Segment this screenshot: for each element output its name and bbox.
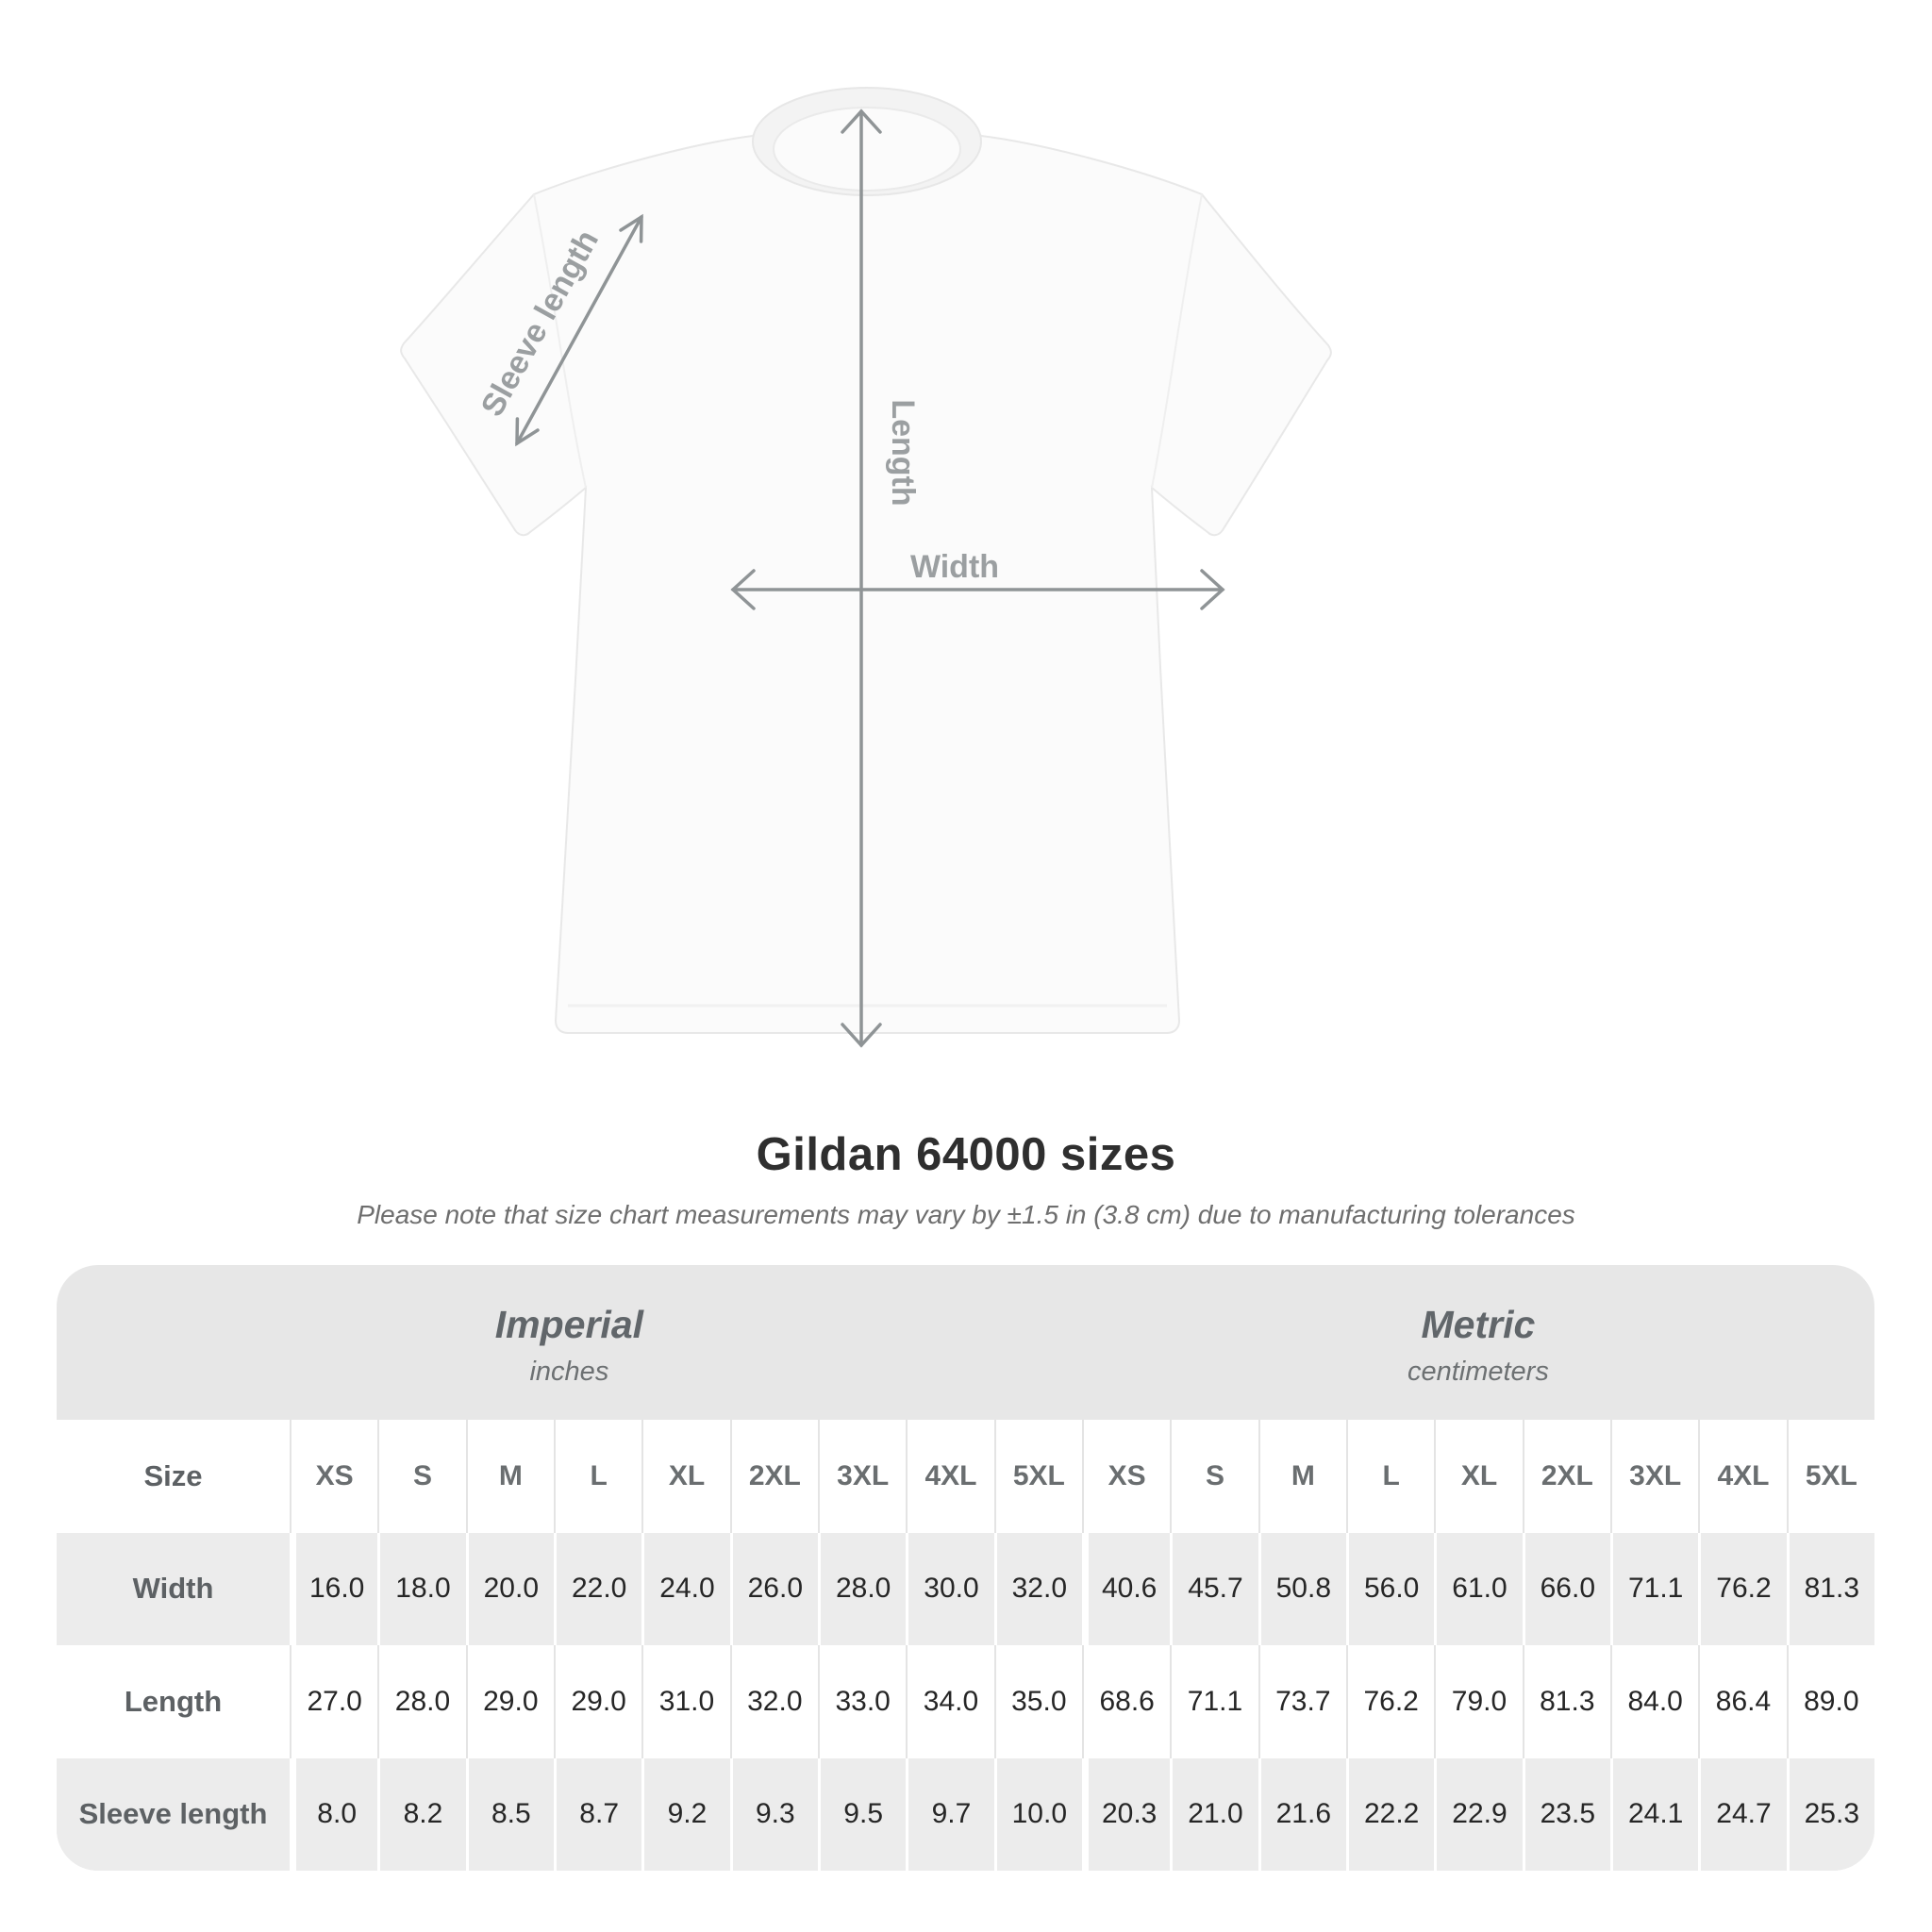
size-header-metric-xl: XL xyxy=(1434,1420,1522,1533)
size-header-imperial-m: M xyxy=(466,1420,554,1533)
value-sleeve-length-metric-xs: 20.3 xyxy=(1082,1758,1170,1872)
unit-group-metric xyxy=(1082,1265,1874,1420)
value-sleeve-length-metric-3xl: 24.1 xyxy=(1610,1758,1698,1872)
value-width-imperial-l: 22.0 xyxy=(554,1533,641,1646)
value-sleeve-length-imperial-xs: 8.0 xyxy=(290,1758,377,1872)
size-header-imperial-xl: XL xyxy=(641,1420,729,1533)
size-header-metric-m: M xyxy=(1258,1420,1346,1533)
row-label-width: Width xyxy=(57,1533,290,1646)
size-header-metric-xs: XS xyxy=(1082,1420,1170,1533)
value-width-imperial-4xl: 30.0 xyxy=(906,1533,993,1646)
value-width-imperial-5xl: 32.0 xyxy=(994,1533,1082,1646)
value-length-metric-xl: 79.0 xyxy=(1434,1645,1522,1758)
value-width-imperial-2xl: 26.0 xyxy=(730,1533,818,1646)
value-sleeve-length-metric-m: 21.6 xyxy=(1258,1758,1346,1872)
imperial-unit: inches xyxy=(529,1357,609,1387)
value-width-imperial-s: 18.0 xyxy=(377,1533,465,1646)
value-width-imperial-xl: 24.0 xyxy=(641,1533,729,1646)
value-sleeve-length-metric-5xl: 25.3 xyxy=(1787,1758,1874,1872)
value-length-metric-2xl: 81.3 xyxy=(1523,1645,1610,1758)
imperial-title: Imperial xyxy=(494,1303,644,1346)
size-header-imperial-2xl: 2XL xyxy=(730,1420,818,1533)
value-width-metric-s: 45.7 xyxy=(1170,1533,1257,1646)
row-label-sleeve-length: Sleeve length xyxy=(57,1758,290,1872)
width-label: Width xyxy=(909,549,1000,585)
tshirt-body xyxy=(401,105,1331,1033)
value-length-metric-l: 76.2 xyxy=(1346,1645,1434,1758)
value-length-imperial-5xl: 35.0 xyxy=(994,1645,1082,1758)
size-header-metric-s: S xyxy=(1170,1420,1257,1533)
metric-unit: centimeters xyxy=(1407,1357,1549,1387)
value-length-imperial-3xl: 33.0 xyxy=(818,1645,906,1758)
value-length-imperial-xs: 27.0 xyxy=(290,1645,377,1758)
value-width-metric-m: 50.8 xyxy=(1258,1533,1346,1646)
page-title: Gildan 64000 sizes xyxy=(756,1129,1176,1180)
value-length-metric-m: 73.7 xyxy=(1258,1645,1346,1758)
size-header-imperial-xs: XS xyxy=(290,1420,377,1533)
value-length-imperial-m: 29.0 xyxy=(466,1645,554,1758)
value-width-metric-4xl: 76.2 xyxy=(1698,1533,1786,1646)
value-length-imperial-xl: 31.0 xyxy=(641,1645,729,1758)
value-sleeve-length-imperial-2xl: 9.3 xyxy=(730,1758,818,1872)
size-header-imperial-5xl: 5XL xyxy=(994,1420,1082,1533)
value-width-imperial-3xl: 28.0 xyxy=(818,1533,906,1646)
value-sleeve-length-imperial-xl: 9.2 xyxy=(641,1758,729,1872)
value-sleeve-length-imperial-3xl: 9.5 xyxy=(818,1758,906,1872)
unit-group-imperial xyxy=(57,1265,1082,1420)
value-width-metric-5xl: 81.3 xyxy=(1787,1533,1874,1646)
value-length-imperial-l: 29.0 xyxy=(554,1645,641,1758)
value-width-metric-3xl: 71.1 xyxy=(1610,1533,1698,1646)
value-sleeve-length-imperial-m: 8.5 xyxy=(466,1758,554,1872)
value-sleeve-length-metric-xl: 22.9 xyxy=(1434,1758,1522,1872)
value-sleeve-length-metric-2xl: 23.5 xyxy=(1523,1758,1610,1872)
size-header-metric-4xl: 4XL xyxy=(1698,1420,1786,1533)
value-sleeve-length-imperial-4xl: 9.7 xyxy=(906,1758,993,1872)
unit-band xyxy=(57,1265,1874,1420)
size-column-header: Size xyxy=(57,1420,290,1533)
size-header-imperial-l: L xyxy=(554,1420,641,1533)
value-length-metric-4xl: 86.4 xyxy=(1698,1645,1786,1758)
value-width-imperial-xs: 16.0 xyxy=(290,1533,377,1646)
value-sleeve-length-metric-l: 22.2 xyxy=(1346,1758,1434,1872)
size-header-imperial-3xl: 3XL xyxy=(818,1420,906,1533)
row-label-length: Length xyxy=(57,1645,290,1758)
value-length-metric-s: 71.1 xyxy=(1170,1645,1257,1758)
value-width-metric-xl: 61.0 xyxy=(1434,1533,1522,1646)
value-sleeve-length-metric-s: 21.0 xyxy=(1170,1758,1257,1872)
size-header-metric-5xl: 5XL xyxy=(1787,1420,1874,1533)
size-header-metric-2xl: 2XL xyxy=(1523,1420,1610,1533)
value-sleeve-length-imperial-s: 8.2 xyxy=(377,1758,465,1872)
size-grid xyxy=(57,1420,1874,1871)
size-header-imperial-s: S xyxy=(377,1420,465,1533)
value-width-metric-2xl: 66.0 xyxy=(1523,1533,1610,1646)
value-length-imperial-2xl: 32.0 xyxy=(730,1645,818,1758)
value-width-metric-xs: 40.6 xyxy=(1082,1533,1170,1646)
size-header-imperial-4xl: 4XL xyxy=(906,1420,993,1533)
value-sleeve-length-imperial-l: 8.7 xyxy=(554,1758,641,1872)
value-length-imperial-s: 28.0 xyxy=(377,1645,465,1758)
size-header-metric-l: L xyxy=(1346,1420,1434,1533)
value-width-metric-l: 56.0 xyxy=(1346,1533,1434,1646)
size-table xyxy=(57,1265,1874,1871)
length-label: Length xyxy=(885,399,921,507)
value-width-imperial-m: 20.0 xyxy=(466,1533,554,1646)
value-sleeve-length-imperial-5xl: 10.0 xyxy=(994,1758,1082,1872)
size-header-metric-3xl: 3XL xyxy=(1610,1420,1698,1533)
value-length-metric-5xl: 89.0 xyxy=(1787,1645,1874,1758)
value-length-imperial-4xl: 34.0 xyxy=(906,1645,993,1758)
value-sleeve-length-metric-4xl: 24.7 xyxy=(1698,1758,1786,1872)
value-length-metric-3xl: 84.0 xyxy=(1610,1645,1698,1758)
value-length-metric-xs: 68.6 xyxy=(1082,1645,1170,1758)
metric-title: Metric xyxy=(1421,1303,1536,1346)
tshirt-image xyxy=(401,88,1331,1033)
page-subtitle: Please note that size chart measurements may vary by ±1.5 in (3.8 cm) due to manufacturing tolerances xyxy=(357,1200,1575,1229)
sleeve-length-label: Sleeve length xyxy=(474,224,607,423)
